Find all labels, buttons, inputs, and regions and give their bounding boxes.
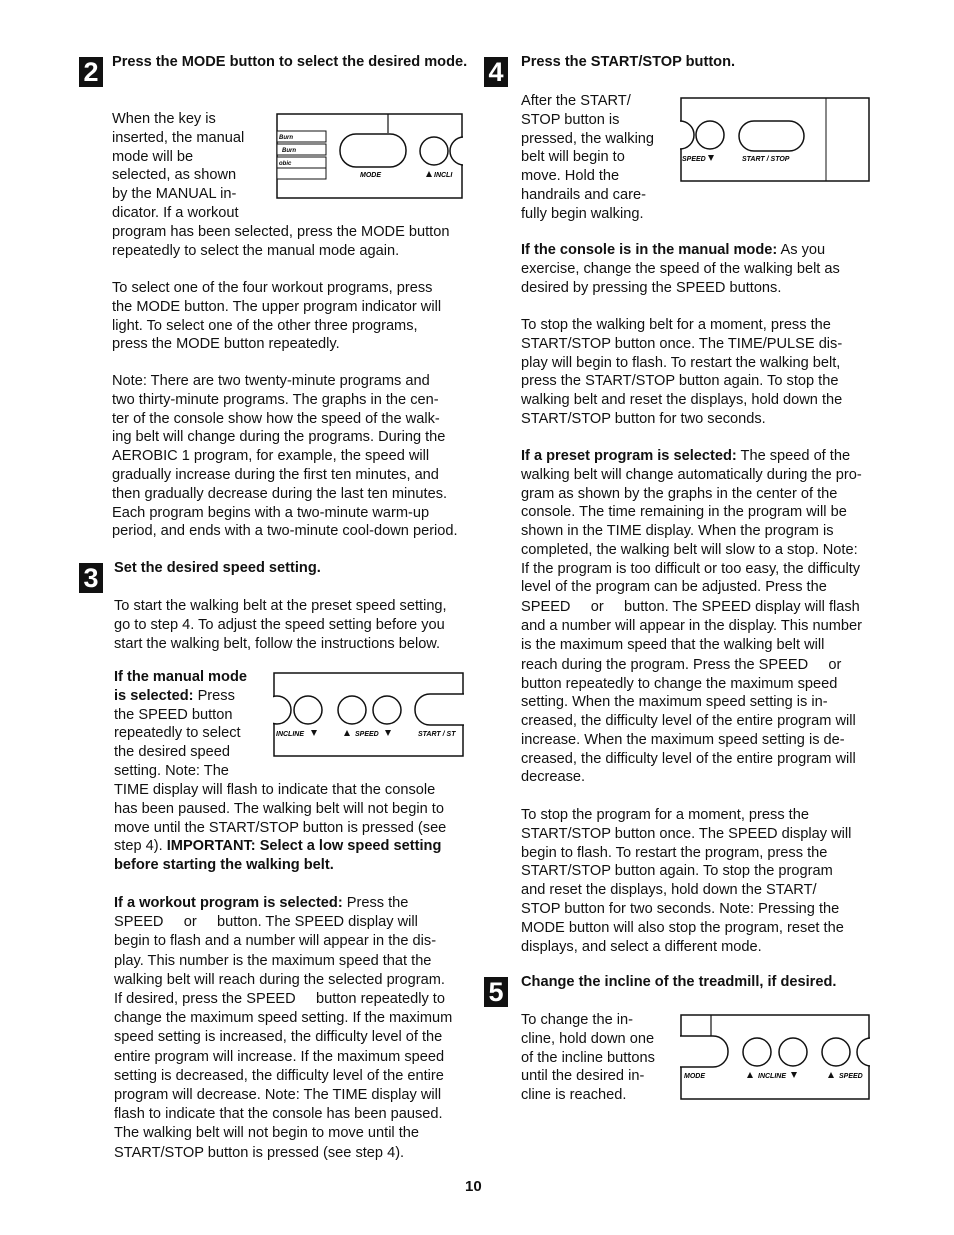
speed-label: SPEED <box>682 156 706 163</box>
console-illustration-incline <box>680 1014 870 1100</box>
program-label: Burn <box>279 135 293 141</box>
paragraph: If a preset program is selected: The speed of the walking belt will change automatically during the pro- gram as shown by the graphs in the center of the console. The time remaining in the program will be shown in the TIME display. When the program is completed, the walking belt will slow to a stop. Note: If the program is too difficult or too easy, the difficulty level of the program can be adjusted. Press the SPEED or button. The SPEED display will flash and a number will appear in the display. This number is the maximum speed that the walking belt will reach during the program. Press the SPEED or button repeatedly to change the maximum speed setting. When the maximum speed setting is in- creased, the difficulty level of the entire program will increase. When the maximum speed setting is de- creased, the difficulty level of the entire program will decrease. <box>521 448 862 786</box>
step-heading: Change the incline of the treadmill, if desired. <box>521 974 837 990</box>
mode-button-icon <box>680 1036 728 1067</box>
paragraph: To stop the program for a moment, press the START/STOP button once. The SPEED display will begin to flash. To restart the program, press the START/STOP button again. To stop the program and reset the displays, hold down the START/ STOP button for two seconds. Note: Pressing the MODE button will also stop the program, reset the displays, and select a different mode. <box>521 807 852 955</box>
paragraph: TIME display will flash to indicate that the console has been paused. The walking belt will not begin to move until the START/STOP button is pressed (see step 4). IMPORTANT: Select a low speed setting before starting the walking belt. <box>114 782 447 874</box>
incline-up-button-icon <box>743 1038 771 1066</box>
mode-button-icon <box>340 134 406 167</box>
paragraph: To change the in- cline, hold down one of the incline buttons until the desired in- cline is reached. <box>521 1012 655 1104</box>
speed-up-button-icon <box>338 696 366 724</box>
incline-down-button-icon <box>779 1038 807 1066</box>
mode-label: MODE <box>684 1073 705 1080</box>
step-heading: Set the desired speed setting. <box>114 560 321 576</box>
start-stop-button-icon <box>739 121 804 151</box>
step-number: 3 <box>79 563 103 593</box>
step-number: 5 <box>484 977 508 1007</box>
paragraph: Note: There are two twenty-minute programs and two thirty-minute programs. The graphs in the cen- ter of the console show how the speed of the walk- ing belt will change during the programs. During the AEROBIC 1 program, for example, the speed will gradually increase during the first ten minutes, and then gradually decrease during the last ten minutes. Each program begins with a two-minute warm-up period, and ends with a two-minute cool-down period. <box>112 373 458 540</box>
step-heading: Press the START/STOP button. <box>521 54 736 70</box>
paragraph: program has been selected, press the MODE button repeatedly to select the manual mode again. <box>112 224 450 259</box>
incline-down-button-icon <box>294 696 322 724</box>
console-illustration-mode <box>276 113 463 199</box>
start-stop-label: START / ST <box>418 731 456 738</box>
paragraph: If the console is in the manual mode: As you exercise, change the speed of the walking belt as desired by pressing the SPEED buttons. <box>521 242 840 296</box>
incline-label: INCLINE <box>276 731 304 738</box>
incline-up-button-icon <box>420 137 448 165</box>
paragraph: After the START/ STOP button is pressed, the walking belt will begin to move. Hold the handrails and care- fully begin walking. <box>521 93 655 222</box>
program-label: Burn <box>282 148 296 154</box>
start-stop-label: START / STOP <box>742 156 790 163</box>
paragraph: To start the walking belt at the preset speed setting, go to step 4. To adjust the speed setting before you start the walking belt, follow the instructions below. <box>114 598 447 652</box>
step-number: 4 <box>484 57 508 87</box>
incline-label: INCLI <box>434 172 453 179</box>
paragraph: To stop the walking belt for a moment, press the START/STOP button once. The TIME/PULSE dis- play will begin to flash. To restart the walking belt, press the START/STOP button again. To stop the walking belt and reset the displays, hold down the START/STOP button for two seconds. <box>521 317 843 427</box>
speed-down-button-icon <box>373 696 401 724</box>
step-heading: Press the MODE button to select the desired mode. <box>112 54 468 70</box>
start-stop-button-icon <box>415 694 464 725</box>
speed-up-button-icon <box>822 1038 850 1066</box>
paragraph: If the manual mode is selected: Press the SPEED button repeatedly to select the desired speed setting. Note: The <box>114 669 247 779</box>
console-illustration-start-stop <box>680 97 870 182</box>
paragraph: If a workout program is selected: Press the SPEED or button. The SPEED display will begin to flash and a number will appear in the dis- play. This number is the maximum speed that the walking belt will reach during the selected program. If desired, press the SPEED button repeatedly to change the maximum speed setting. If the maximum speed setting is increased, the difficulty level of the entire program will increase. If the maximum speed setting is decreased, the difficulty level of the entire program will decrease. Note: The TIME display will flash to indicate that the console has been paused. The walking belt will not begin to move until the START/STOP button is pressed (see step 4). <box>114 895 453 1161</box>
console-illustration-speed <box>273 672 464 757</box>
speed-down-button-icon <box>696 121 724 149</box>
speed-label: SPEED <box>839 1073 863 1080</box>
speed-label: SPEED <box>355 731 379 738</box>
step-number: 2 <box>79 57 103 87</box>
program-label: obic <box>279 161 292 167</box>
mode-label: MODE <box>360 172 381 179</box>
paragraph: To select one of the four workout programs, press the MODE button. The upper program indicator will light. To select one of the other three programs, press the MODE button repeatedly. <box>112 280 442 353</box>
incline-label: INCLINE <box>758 1073 786 1080</box>
page-number: 10 <box>465 1178 482 1195</box>
paragraph: When the key is inserted, the manual mode will be selected, as shown by the MANUAL in- dicator. If a workout <box>112 111 245 221</box>
